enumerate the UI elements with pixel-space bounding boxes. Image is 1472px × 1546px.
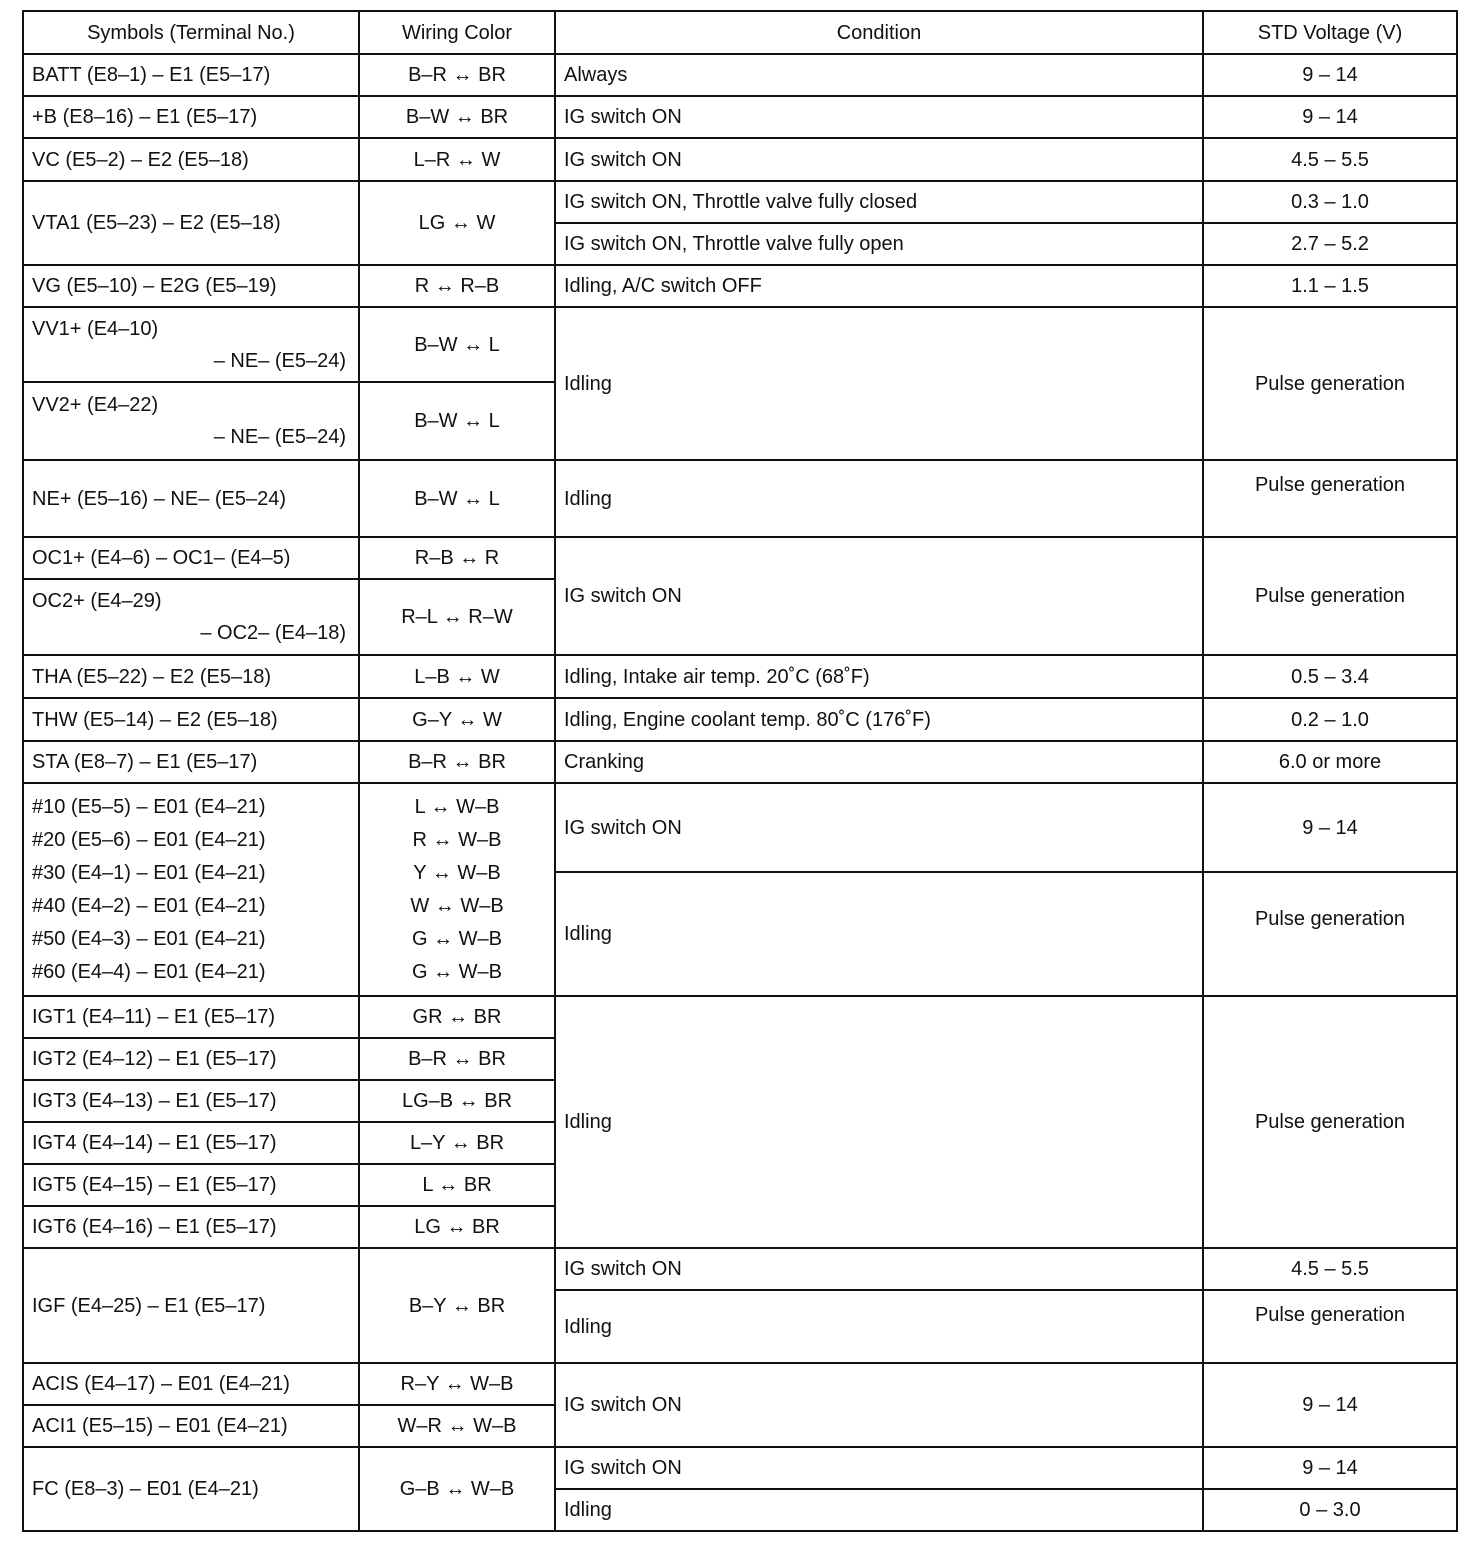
header-wiring-color: Wiring Color [359, 11, 555, 54]
wiring-cell: B–R ↔ BR [359, 1038, 555, 1080]
symbol-line: VV1+ (E4–10) [32, 317, 159, 340]
condition-cell: Always [555, 54, 1203, 96]
symbol-cell: FC (E8–3) – E01 (E4–21) [23, 1447, 359, 1531]
voltage-cell: Pulse generation [1203, 460, 1457, 537]
injector-wiring: G ↔ W–B [411, 960, 502, 983]
symbol-cell: IGF (E4–25) – E1 (E5–17) [23, 1248, 359, 1363]
table-row [23, 698, 1457, 741]
condition-cell: Idling [555, 1489, 1203, 1531]
symbol-cell: IGT2 (E4–12) – E1 (E5–17) [23, 1038, 359, 1080]
symbol-cell: ACIS (E4–17) – E01 (E4–21) [23, 1363, 359, 1405]
symbol-cell: VTA1 (E5–23) – E2 (E5–18) [23, 181, 359, 265]
symbol-line: – NE– (E5–24) [213, 426, 346, 448]
voltage-cell: Pulse generation [1203, 537, 1457, 655]
header-row [23, 11, 1457, 54]
voltage-cell: 2.7 – 5.2 [1203, 223, 1457, 265]
condition-cell: Idling, Engine coolant temp. 80˚C (176˚F) [555, 698, 1203, 741]
table-row [23, 181, 1457, 223]
symbol-line: VV2+ (E4–22) [32, 394, 159, 416]
wiring-cell: LG–B ↔ BR [359, 1080, 555, 1122]
injector-wiring: W ↔ W–B [410, 894, 504, 917]
table-row [23, 265, 1457, 307]
injector-symbol: #40 (E4–2) – E01 (E4–21) [32, 894, 266, 917]
voltage-cell: 9 – 14 [1203, 1447, 1457, 1489]
symbol-cell: THA (E5–22) – E2 (E5–18) [23, 655, 359, 698]
voltage-cell: 1.1 – 1.5 [1203, 265, 1457, 307]
condition-cell: IG switch ON [555, 138, 1203, 181]
voltage-cell: Pulse generation [1203, 1290, 1457, 1363]
injector-wiring: G ↔ W–B [411, 927, 502, 950]
wiring-cell: B–W ↔ L [359, 460, 555, 537]
wiring-cell: R–B ↔ R [359, 537, 555, 579]
wiring-cell: R ↔ R–B [359, 265, 555, 307]
voltage-cell: 9 – 14 [1203, 1363, 1457, 1447]
voltage-cell: 0.5 – 3.4 [1203, 655, 1457, 698]
symbol-cell: IGT6 (E4–16) – E1 (E5–17) [23, 1206, 359, 1248]
condition-cell: Idling, Intake air temp. 20˚C (68˚F) [555, 655, 1203, 698]
injector-symbol: #20 (E5–6) – E01 (E4–21) [32, 828, 266, 851]
symbol-cell [23, 579, 359, 655]
header-std-voltage: STD Voltage (V) [1203, 11, 1457, 54]
wiring-cell: G–Y ↔ W [359, 698, 555, 741]
wiring-cell: L–Y ↔ BR [359, 1122, 555, 1164]
wiring-cell: R–L ↔ R–W [359, 579, 555, 655]
voltage-cell: 0 – 3.0 [1203, 1489, 1457, 1531]
wiring-cell: B–W ↔ L [359, 307, 555, 382]
condition-cell: IG switch ON [555, 1447, 1203, 1489]
wiring-cell: LG ↔ W [359, 181, 555, 265]
voltage-cell: Pulse generation [1203, 996, 1457, 1248]
wiring-cell: B–R ↔ BR [359, 54, 555, 96]
condition-cell: Idling [555, 1290, 1203, 1363]
symbol-cell: OC1+ (E4–6) – OC1– (E4–5) [23, 537, 359, 579]
voltage-cell: 4.5 – 5.5 [1203, 138, 1457, 181]
wiring-cell: L–R ↔ W [359, 138, 555, 181]
condition-cell: Idling [555, 872, 1203, 996]
symbol-cell: IGT3 (E4–13) – E1 (E5–17) [23, 1080, 359, 1122]
table-row [23, 1447, 1457, 1489]
table-row [23, 96, 1457, 138]
condition-cell: Cranking [555, 741, 1203, 783]
injector-wiring: R ↔ W–B [412, 828, 502, 851]
condition-cell: Idling [555, 996, 1203, 1248]
table-row [23, 783, 1457, 872]
voltage-cell: 4.5 – 5.5 [1203, 1248, 1457, 1290]
symbol-cell: IGT1 (E4–11) – E1 (E5–17) [23, 996, 359, 1038]
table-row [23, 460, 1457, 537]
voltage-cell: 0.2 – 1.0 [1203, 698, 1457, 741]
wiring-cell: B–Y ↔ BR [359, 1248, 555, 1363]
injector-wiring-cell [359, 783, 555, 996]
wiring-cell: L–B ↔ W [359, 655, 555, 698]
injector-symbols-cell [23, 783, 359, 996]
voltage-cell: 6.0 or more [1203, 741, 1457, 783]
symbol-cell [23, 307, 359, 382]
header-condition: Condition [555, 11, 1203, 54]
wiring-cell: GR ↔ BR [359, 996, 555, 1038]
table-row [23, 1248, 1457, 1290]
condition-cell: IG switch ON [555, 537, 1203, 655]
wiring-cell: B–W ↔ L [359, 382, 555, 460]
table-row [23, 537, 1457, 579]
voltage-cell: Pulse generation [1203, 872, 1457, 996]
condition-cell: IG switch ON [555, 96, 1203, 138]
symbol-cell: VG (E5–10) – E2G (E5–19) [23, 265, 359, 307]
condition-cell: IG switch ON, Throttle valve fully closed [555, 181, 1203, 223]
table-row [23, 741, 1457, 783]
voltage-cell: 9 – 14 [1203, 96, 1457, 138]
table-row [23, 655, 1457, 698]
table-row [23, 1363, 1457, 1405]
symbol-cell: THW (E5–14) – E2 (E5–18) [23, 698, 359, 741]
symbol-cell: IGT4 (E4–14) – E1 (E5–17) [23, 1122, 359, 1164]
wiring-cell: L ↔ BR [359, 1164, 555, 1206]
condition-cell: IG switch ON, Throttle valve fully open [555, 223, 1203, 265]
injector-wiring: L ↔ W–B [414, 795, 500, 818]
wiring-cell: B–W ↔ BR [359, 96, 555, 138]
condition-cell: Idling [555, 460, 1203, 537]
wiring-cell: W–R ↔ W–B [359, 1405, 555, 1447]
voltage-cell: 9 – 14 [1203, 54, 1457, 96]
injector-symbol: #30 (E4–1) – E01 (E4–21) [32, 861, 266, 884]
header-symbols: Symbols (Terminal No.) [23, 11, 359, 54]
wiring-cell: G–B ↔ W–B [359, 1447, 555, 1531]
symbol-line: OC2+ (E4–29) [32, 590, 162, 612]
table-row [23, 138, 1457, 181]
condition-cell: IG switch ON [555, 783, 1203, 872]
voltage-cell: 9 – 14 [1203, 783, 1457, 872]
injector-symbol: #60 (E4–4) – E01 (E4–21) [32, 960, 266, 983]
voltage-cell: Pulse generation [1203, 307, 1457, 460]
condition-cell: Idling [555, 307, 1203, 460]
injector-symbol: #10 (E5–5) – E01 (E4–21) [32, 795, 266, 818]
symbol-cell: VC (E5–2) – E2 (E5–18) [23, 138, 359, 181]
wiring-cell: LG ↔ BR [359, 1206, 555, 1248]
voltage-cell: 0.3 – 1.0 [1203, 181, 1457, 223]
terminal-voltage-table [22, 10, 1458, 1532]
symbol-cell [23, 382, 359, 460]
injector-wiring: Y ↔ W–B [413, 861, 501, 884]
table-row [23, 996, 1457, 1038]
symbol-line: – NE– (E5–24) [213, 349, 346, 372]
symbol-cell: +B (E8–16) – E1 (E5–17) [23, 96, 359, 138]
wiring-cell: B–R ↔ BR [359, 741, 555, 783]
table-row [23, 307, 1457, 382]
symbol-cell: IGT5 (E4–15) – E1 (E5–17) [23, 1164, 359, 1206]
symbol-cell: NE+ (E5–16) – NE– (E5–24) [23, 460, 359, 537]
symbol-cell: BATT (E8–1) – E1 (E5–17) [23, 54, 359, 96]
table-row [23, 54, 1457, 96]
symbol-cell: ACI1 (E5–15) – E01 (E4–21) [23, 1405, 359, 1447]
condition-cell: Idling, A/C switch OFF [555, 265, 1203, 307]
condition-cell: IG switch ON [555, 1363, 1203, 1447]
wiring-cell: R–Y ↔ W–B [359, 1363, 555, 1405]
symbol-line: – OC2– (E4–18) [200, 622, 346, 644]
injector-symbol: #50 (E4–3) – E01 (E4–21) [32, 927, 266, 950]
condition-cell: IG switch ON [555, 1248, 1203, 1290]
symbol-cell: STA (E8–7) – E1 (E5–17) [23, 741, 359, 783]
